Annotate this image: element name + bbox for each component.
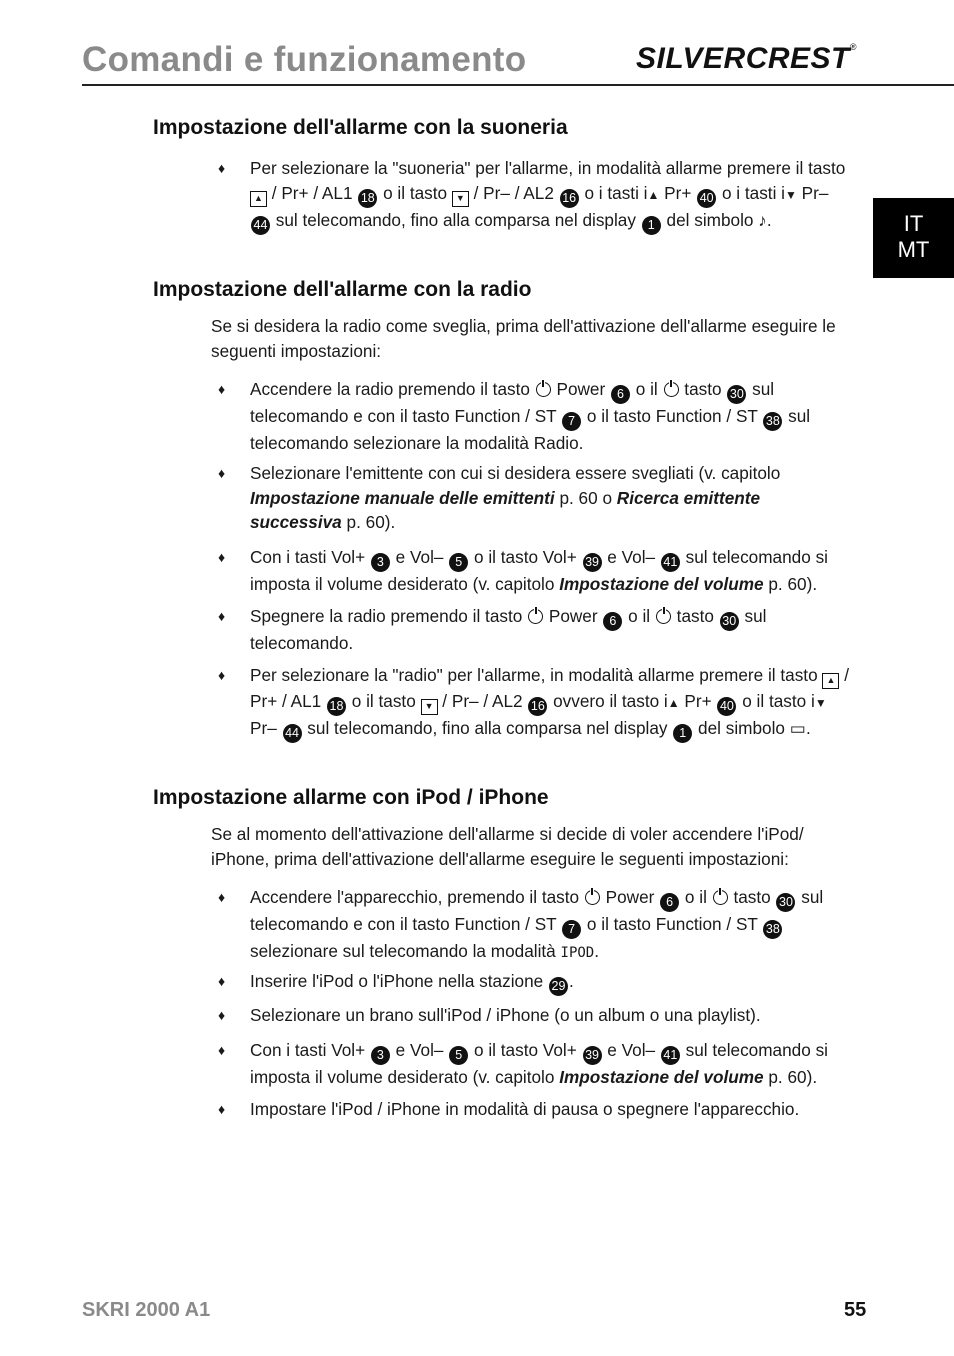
power-icon [528,609,543,624]
ref-number: 3 [371,1046,390,1065]
ref-number: 6 [611,385,630,404]
up-key-icon: ▲ [250,191,267,207]
bullet-icon: ♦ [218,889,226,905]
list-item-text: Per selezionare la "radio" per l'allarme, in modalità allarme premere il tasto ▲ / Pr+ / AL1 18 o il tasto ▼ / Pr– / AL2 16 ovvero il tasto i▲ Pr+ 40 o il tasto i▼ Pr– 44 sul telecomando, fino alla comparsa nel display 1 del simbolo ▭. [250,663,850,743]
bullet-icon: ♦ [218,160,226,176]
ipod-mode-display: IPOD [560,945,595,961]
ref-number: 7 [562,920,581,939]
list-item-text: Selezionare un brano sull'iPod / iPhone (o un album o una playlist). [250,1005,761,1025]
ref-number: 39 [583,553,602,572]
power-icon [585,890,600,905]
bell-symbol-icon: ♪ [758,209,767,230]
bullet-icon: ♦ [218,465,226,481]
radio-symbol-icon: ▭ [789,718,807,738]
chapter-reference: Impostazione del volume [559,1067,764,1087]
intro-paragraph: Se si desidera la radio come sveglia, prima dell'attivazione dell'allarme eseguire le seguenti impostazioni: [211,316,836,361]
down-key-icon: ▼ [452,191,469,207]
ref-number: 16 [560,189,579,208]
ref-number: 40 [717,697,736,716]
up-key-icon: ▲ [822,673,839,689]
ref-number: 44 [251,216,270,235]
ref-number: 44 [283,724,302,743]
list-item-text: Selezionare l'emittente con cui si desidera essere svegliati (v. capitolo Impostazione manuale delle emittenti p. 60 o Ricerca emittente successiva p. 60). [250,463,781,533]
list-item-text: Inserire l'iPod o l'iPhone nella stazione 29 . [250,969,850,996]
section-heading-ipod: Impostazione allarme con iPod / iPhone [153,786,549,809]
ref-number: 1 [673,724,692,743]
ref-number: 30 [720,612,739,631]
ref-number: 29 [549,977,568,996]
power-icon [536,382,551,397]
bullet-icon: ♦ [218,549,226,565]
chapter-reference: Impostazione manuale delle emittenti [250,487,555,508]
ref-number: 41 [661,1046,680,1065]
list-item-text: Accendere l'apparecchio, premendo il tasto Power 6 o il tasto 30 sul telecomando e con il tasto Function / ST 7 o il tasto Function / ST 38 selezionare sul telecomando la modalità IPOD. [250,887,824,961]
ref-number: 18 [327,697,346,716]
page-number: 55 [844,1299,867,1321]
bullet-icon: ♦ [218,667,226,683]
list-item-text: Spegnere la radio premendo il tasto Power 6 o il tasto 30 sul telecomando. [250,606,767,653]
ref-number: 1 [642,216,661,235]
ref-number: 30 [776,893,795,912]
ref-number: 16 [528,697,547,716]
ref-number: 39 [583,1046,602,1065]
bullet-icon: ♦ [218,1101,226,1117]
header-divider [82,84,954,86]
down-key-icon: ▼ [421,699,438,715]
ref-number: 30 [727,385,746,404]
list-item-text: Per selezionare la "suoneria" per l'allarme, in modalità allarme premere il tasto ▲ / Pr+ / AL1 18 o il tasto ▼ / Pr– / AL2 16 o i tasti i▲ Pr+ 40 o i tasti i▼ Pr– 44 sul telecomando, fino alla comparsa nel display 1 del simbolo ♪. [250,156,850,235]
up-triangle-icon: ▲ [647,187,660,202]
ref-number: 38 [763,412,782,431]
list-item-text: Con i tasti Vol+ 3 e Vol– 5 o il tasto Vol+ 39 e Vol– 41 sul telecomando si imposta il volume desiderato (v. capitolo Impostazione del volume p. 60). [250,547,828,594]
list-item-text: Accendere la radio premendo il tasto Power 6 o il tasto 30 sul telecomando e con il tasto Function / ST 7 o il tasto Function / ST 38 sul telecomando selezionare la modalità Radio. [250,379,811,453]
power-icon [656,609,671,624]
list-item-text: Con i tasti Vol+ 3 e Vol– 5 o il tasto Vol+ 39 e Vol– 41 sul telecomando si imposta il volume desiderato (v. capitolo Impostazione del volume p. 60). [250,1040,828,1087]
down-triangle-icon: ▼ [785,187,797,202]
power-icon [664,382,679,397]
ref-number: 38 [763,920,782,939]
ref-number: 3 [371,553,390,572]
section-heading-ringtone: Impostazione dell'allarme con la suoneria [153,116,568,139]
down-triangle-icon: ▼ [814,696,827,710]
section-heading-radio: Impostazione dell'allarme con la radio [153,278,532,301]
list-item-text: Impostare l'iPod / iPhone in modalità di pausa o spegnere l'apparecchio. [250,1099,800,1119]
ref-number: 5 [449,553,468,572]
ref-number: 7 [562,412,581,431]
ref-number: 5 [449,1046,468,1065]
page-title: Comandi e funzionamento [82,40,527,79]
brand-logo: SILVERCREST® [636,42,858,75]
bullet-icon: ♦ [218,1007,226,1023]
ref-number: 18 [358,189,377,208]
bullet-icon: ♦ [218,608,226,624]
footer-model: SKRI 2000 A1 [82,1299,211,1321]
ref-number: 40 [697,189,716,208]
bullet-icon: ♦ [218,1042,226,1058]
ref-number: 41 [661,553,680,572]
power-icon [713,890,728,905]
language-tab: IT MT [873,198,954,278]
ref-number: 6 [603,612,622,631]
intro-paragraph: Se al momento dell'attivazione dell'allarme si decide di voler accendere l'iPod/ iPhone, prima dell'attivazione dell'allarme eseguire le seguenti impostazioni: [211,824,804,869]
up-triangle-icon: ▲ [667,696,680,710]
chapter-reference: Impostazione del volume [559,574,764,594]
chapter-reference: Ricerca emittente successiva [250,487,761,533]
ref-number: 6 [660,893,679,912]
bullet-icon: ♦ [218,381,226,397]
bullet-icon: ♦ [218,973,226,989]
